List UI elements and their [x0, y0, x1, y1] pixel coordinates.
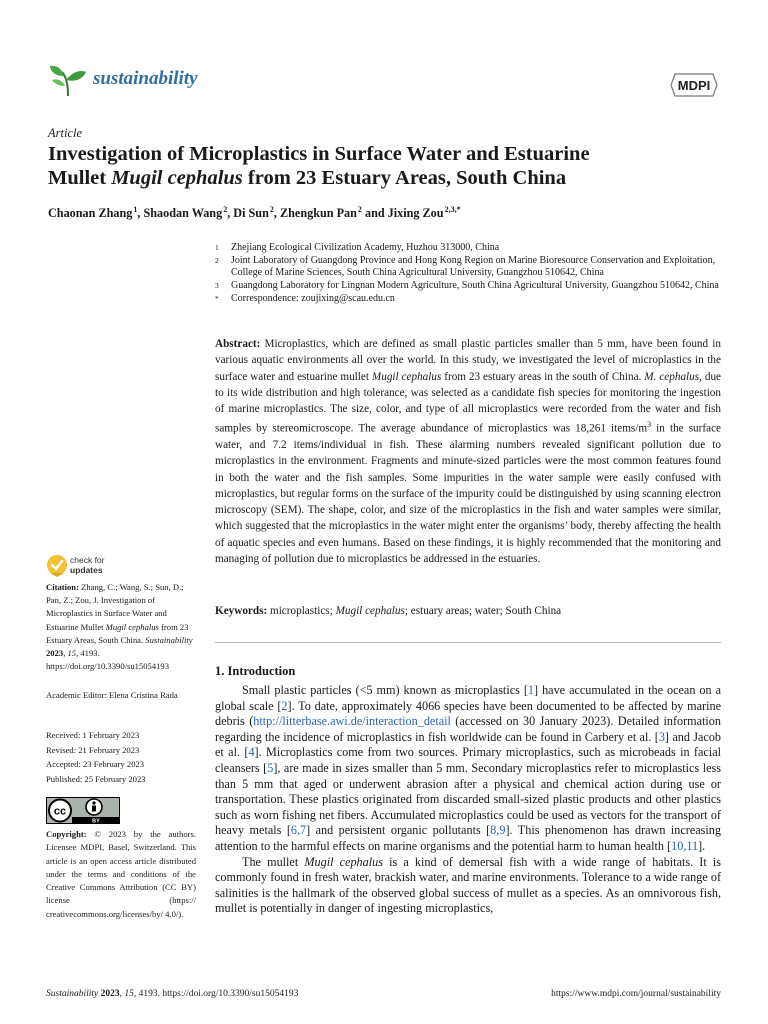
abstract-superscript: 3	[647, 420, 652, 430]
copyright-text: © 2023 by the authors. Licensee MDPI, Basel, Switzerland. This article is an open access article distributed under the terms and conditions of the Creative Commons Attribution (CC BY) license (https:// creativecommons.org/licenses/by/ 4.0/).	[46, 829, 196, 919]
copyright-notice	[46, 828, 196, 921]
author-affil-sup: 2	[357, 205, 362, 214]
body-text: ] have accumulated in the ocean on a global scale [	[215, 683, 722, 713]
abstract-text: Microplastics, which are defined as small plastic particles smaller than 5 mm, have been found in various aquatic environments all over the world. In this study, we investigated the level of microplastics in the surface water and estuarine mullet	[215, 338, 721, 383]
author-name[interactable]: Shaodan Wang	[143, 206, 223, 221]
body-text: is a kind of demersal fish with a wide range of habitats. It is commonly found in fresh water, brackish water, and marine environments. Tolerance to a wide range of salinities is the hallmark of the observed global success of mullet as a species. As an omnivorous fish, mullet is potentially in danger of ingesting microplastics,	[215, 854, 721, 916]
author-affil-sup: 1	[133, 205, 138, 214]
footer-citation	[46, 989, 298, 999]
footer-journal: Sustainability	[46, 989, 99, 999]
citation-link[interactable]: 5	[267, 760, 274, 775]
body-text: ], are made in sizes smaller than 5 mm. Secondary microplastics refer to microplastics less than 5 mm that aged or underwent abrasion after a physical and chemical action during use or transportation. These plastics originated from discarded small-sized plastic products and other plastics such as worn fishing net fibers. Accumulated microplastics could be used as vectors for the transport of heavy metals [	[215, 760, 721, 838]
date-received: Received: 1 February 2023	[46, 730, 140, 740]
author-sep: ,	[273, 206, 280, 221]
body-text: ]. Microplastics come from two sources. Primary microplastics, such as microbeads in facial cleansers [	[215, 745, 721, 775]
citation-year: 2023	[46, 648, 64, 659]
affiliations	[215, 242, 725, 305]
author-sep: and	[361, 206, 388, 221]
author-name[interactable]: Jixing Zou	[387, 206, 444, 221]
affiliation-number: 2	[215, 255, 219, 265]
author-name[interactable]: Chaonan Zhang	[48, 206, 133, 221]
section-heading: 1. Introduction	[215, 664, 296, 678]
keywords-text: microplastics;	[267, 605, 336, 617]
author-list	[48, 205, 728, 221]
affiliation-number: 1	[215, 243, 219, 252]
article-title	[48, 142, 728, 190]
citation-label: Citation:	[46, 582, 79, 592]
citation-journal: Sustainability	[145, 634, 193, 645]
author-name[interactable]: Zhengkun Pan	[280, 206, 357, 221]
cc-by-text: BY	[92, 818, 100, 824]
author-affil-sup: 2,3,*	[444, 205, 461, 214]
author-sep: ,	[137, 206, 144, 221]
body-text: Small plastic particles (<5 mm) known as microplastics [	[242, 683, 528, 697]
academic-editor: Academic Editor: Elena Cristina Rada	[46, 690, 178, 700]
citation-species: Mugil cephalus	[105, 621, 159, 632]
affiliation-number: *	[215, 293, 219, 303]
correspondence-email[interactable]: Correspondence: zoujixing@scau.edu.cn	[231, 292, 395, 304]
check-for-updates-icon[interactable]	[46, 553, 68, 579]
affiliation-item	[215, 280, 725, 292]
citation-doi[interactable]: , 4193. https://doi.org/10.3390/su15054193	[46, 648, 170, 672]
affiliation-number: 3	[215, 280, 219, 290]
author-name[interactable]: Di Sun	[233, 206, 269, 221]
check-for-updates-label[interactable]	[70, 556, 105, 575]
citation-link[interactable]: 10,11	[671, 838, 699, 853]
species-name: Mugil cephalus	[304, 854, 383, 869]
date-published: Published: 25 February 2023	[46, 773, 146, 784]
introduction-body	[215, 683, 721, 917]
body-text: ] and persistent organic pollutants [	[306, 823, 491, 838]
citation-link[interactable]: 6,7	[290, 823, 307, 838]
body-text: ] and Jacob et al. [	[215, 729, 722, 760]
body-text: ].	[698, 838, 706, 853]
abstract-label: Abstract:	[215, 338, 261, 350]
citation-text: Zhang, C.; Wang, S.; Sun, D.; Pan, Z.; Zou, J. Investigation of Microplastics in Surface Water and Estuarine Mullet	[46, 582, 184, 632]
footer-journal-url[interactable]: https://www.mdpi.com/journal/sustainability	[551, 989, 721, 999]
external-link[interactable]: http://litterbase.awi.de/interaction_detail	[253, 714, 451, 729]
affiliation-text: Joint Laboratory of Guangdong Province and Hong Kong Region on Marine Bioresource Conservation and Exploitation, College of Marine Sciences, South China Agricultural University, Guangzhou 510642, China	[231, 254, 716, 279]
affiliation-text: Guangdong Laboratory for Lingnan Modern Agriculture, South China Agricultural University, Guangzhou 510642, China	[231, 279, 719, 291]
journal-name[interactable]: sustainability	[93, 68, 198, 89]
citation-link[interactable]: 4	[248, 745, 255, 760]
citation-link[interactable]: 2	[281, 698, 288, 713]
affiliation-item	[215, 293, 725, 305]
citation-volume: , 15	[63, 648, 77, 659]
publication-dates	[46, 728, 196, 786]
title-text: from 23 Estuary Areas, South China	[242, 167, 567, 189]
author-affil-sup: 2	[269, 205, 274, 214]
affiliation-item	[215, 242, 725, 254]
mdpi-logo-icon[interactable]	[669, 72, 719, 98]
keywords-species: Mugil cephalus	[335, 605, 405, 617]
paragraph	[215, 855, 721, 917]
journal-leaf-logo-icon	[48, 62, 88, 98]
footer-volume: , 15	[119, 989, 134, 999]
author-sep: ,	[227, 206, 234, 221]
article-type: Article	[48, 126, 83, 140]
date-revised: Revised: 21 February 2023	[46, 744, 140, 755]
title-species: Mugil cephalus	[111, 167, 243, 189]
copyright-label: Copyright:	[46, 829, 87, 839]
date-accepted: Accepted: 23 February 2023	[46, 759, 145, 770]
paragraph	[215, 683, 721, 855]
body-text: (accessed on 30 January 2023). Detailed information regarding the incidence of microplastics in fish worldwide can be found in Carbery et al. [	[215, 714, 721, 744]
cc-by-license-icon[interactable]	[46, 797, 120, 824]
abstract	[215, 336, 721, 567]
citation-text: from 23 Estuary Areas, South China.	[46, 621, 189, 645]
abstract-species: M. cephalus	[644, 370, 700, 383]
title-text: Mullet	[48, 167, 112, 189]
check-line-1: check for	[70, 555, 105, 565]
footer-year: 2023	[98, 989, 120, 999]
title-line-2	[48, 166, 728, 190]
affiliation-text: Zhejiang Ecological Civilization Academy, Huzhou 313000, China	[231, 242, 500, 253]
citation-link[interactable]: 1	[527, 683, 535, 697]
abstract-text: in the surface water, and 7.2 items/individual in fish. These alarming numbers revealed significant pollution due to microplastics in the environment. Fragments and minute-sized particles were the most common features found in both the water and the fish samples. Some impurities in the water sample were easily confused with microplastics, but regular forms on the surface of the impurity could be distinguished by using scanning electron microscopy (SEM). The shape, color, and size of the microplastics in the fish and water samples were similar, which suggested that the microplastics in the water might enter the organisms’ body, thereby affecting the health of aquatic species and even humans. Based on these findings, it is highly recommended that the monitoring and managing of pollution due to microplastics be addressed in the estuaries.	[215, 422, 721, 565]
svg-text:cc: cc	[53, 805, 67, 818]
abstract-text: from 23 estuary areas in the south of China.	[441, 370, 645, 383]
mdpi-logo-text: MDPI	[677, 78, 711, 93]
keywords-text: ; estuary areas; water; South China	[404, 605, 562, 617]
author-affil-sup: 2	[223, 205, 228, 214]
citation-link[interactable]: 3	[658, 729, 665, 744]
abstract-species: Mugil cephalus	[371, 370, 442, 383]
keywords-label: Keywords:	[215, 605, 268, 617]
abstract-text: , due to its wide distribution and high tolerance, was selected as a candidate fish species for monitoring the ingestion of marine microplastics. The size, color, and type of all microplastics were recorded from the water and fish samples by stereomicroscope. The average abundance of microplastics was 18,261 items/m	[215, 370, 722, 435]
citation-link[interactable]: 8,9	[490, 823, 506, 838]
section-divider	[215, 642, 721, 643]
body-text: The mullet	[242, 854, 305, 869]
check-line-2: updates	[70, 564, 103, 575]
keywords	[215, 603, 721, 619]
citation-block	[46, 581, 196, 673]
title-line-1: Investigation of Microplastics in Surface Water and Estuarine	[48, 143, 590, 165]
body-text: ]. To date, approximately 4066 species have been documented to be affected by marine debris (	[215, 698, 721, 729]
affiliation-item	[215, 255, 725, 280]
body-text: ]. This phenomenon has drawn increasing attention to the harmful effects on marine organisms and the potential harm to human health [	[215, 823, 721, 853]
footer-doi[interactable]: , 4193. https://doi.org/10.3390/su15054193	[133, 989, 299, 999]
